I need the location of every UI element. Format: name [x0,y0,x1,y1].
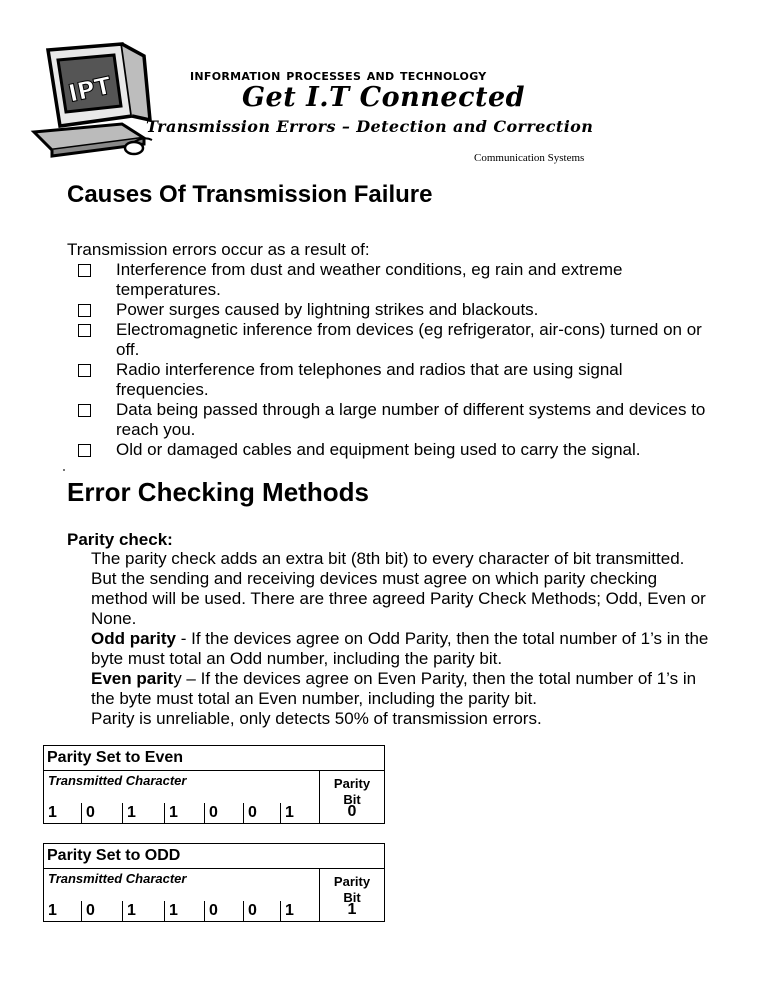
list-item: Interference from dust and weather conditions, eg rain and extreme temperatures. [74,260,714,300]
bit-cell: 0 [243,803,280,823]
list-item: Power surges caused by lightning strikes and blackouts. [74,300,714,320]
bit-cell: 0 [81,901,118,921]
even-parity-paragraph: Even parity – If the devices agree on Even Parity, then the total number of 1’s in the byte must total an Even number, including the parity bit. [91,669,697,708]
ipt-computer-logo [26,40,166,160]
bit-cell: 1 [122,901,159,921]
causes-list [74,260,714,460]
bit-cell: 1 [48,804,57,821]
parity-reliability-note: Parity is unreliable, only detects 50% of transmission errors. [91,709,542,728]
transmitted-character-label: Transmitted Character [48,871,187,886]
parity-bit-value: 1 [347,901,357,918]
section-title-error-checking: Error Checking Methods [67,477,369,507]
table-title: Parity Set to ODD [44,844,384,869]
bit-cell: 0 [204,901,241,921]
list-item: Electromagnetic inference from devices (eg refrigerator, air-cons) turned on or off. [74,320,714,360]
bit-cell: 0 [204,803,241,823]
parity-bit-column [319,869,384,921]
header-topic: Transmission Errors – Detection and Correction [146,117,594,136]
header-subject: information processes and technology [190,66,487,84]
checkbox-bullet-icon [78,444,91,457]
parity-check-heading: Parity check: [67,530,173,549]
section-title-causes: Causes Of Transmission Failure [67,181,433,208]
list-item: Radio interference from telephones and radios that are using signal frequencies. [74,360,714,400]
bit-cell: 0 [243,901,280,921]
transmitted-character-label: Transmitted Character [48,773,187,788]
parity-bit-label: Parity Bit [333,776,371,807]
checkbox-bullet-icon [78,324,91,337]
header-unit: Communication Systems [474,152,585,164]
parity-bit-column [319,771,384,823]
parity-bit-label: Parity Bit [333,874,371,905]
list-item: Old or damaged cables and equipment being used to carry the signal. [74,440,714,460]
list-item: Data being passed through a large number of different systems and devices to reach you. [74,400,714,440]
bit-cell: 1 [164,803,201,823]
bit-cell: 0 [81,803,118,823]
parity-intro: The parity check adds an extra bit (8th bit) to every character of bit transmitted. But the sending and receiving devices must agree on which parity checking method will be used. There are three agreed Parity Check Methods; Odd, Even or None. [91,549,706,628]
parity-table-odd [43,843,385,922]
checkbox-bullet-icon [78,264,91,277]
table-title: Parity Set to Even [44,746,384,771]
bit-cell: 1 [280,901,317,921]
parity-description [91,549,711,729]
checkbox-bullet-icon [78,364,91,377]
parity-table-even [43,745,385,824]
checkbox-bullet-icon [78,304,91,317]
header-title: Get I.T Connected [242,82,526,113]
bit-cell: 1 [280,803,317,823]
logo-text: IPT [65,71,114,108]
bit-cell: 1 [164,901,201,921]
causes-intro: Transmission errors occur as a result of: [67,240,370,259]
checkbox-bullet-icon [78,404,91,417]
parity-bit-value: 0 [347,803,357,820]
decorative-dot [63,469,65,471]
bit-cell: 1 [122,803,159,823]
odd-parity-paragraph: Odd parity - If the devices agree on Odd Parity, then the total number of 1’s in the byte must total an Odd number, including the parity bit. [91,629,709,668]
bit-cell: 1 [48,902,57,919]
